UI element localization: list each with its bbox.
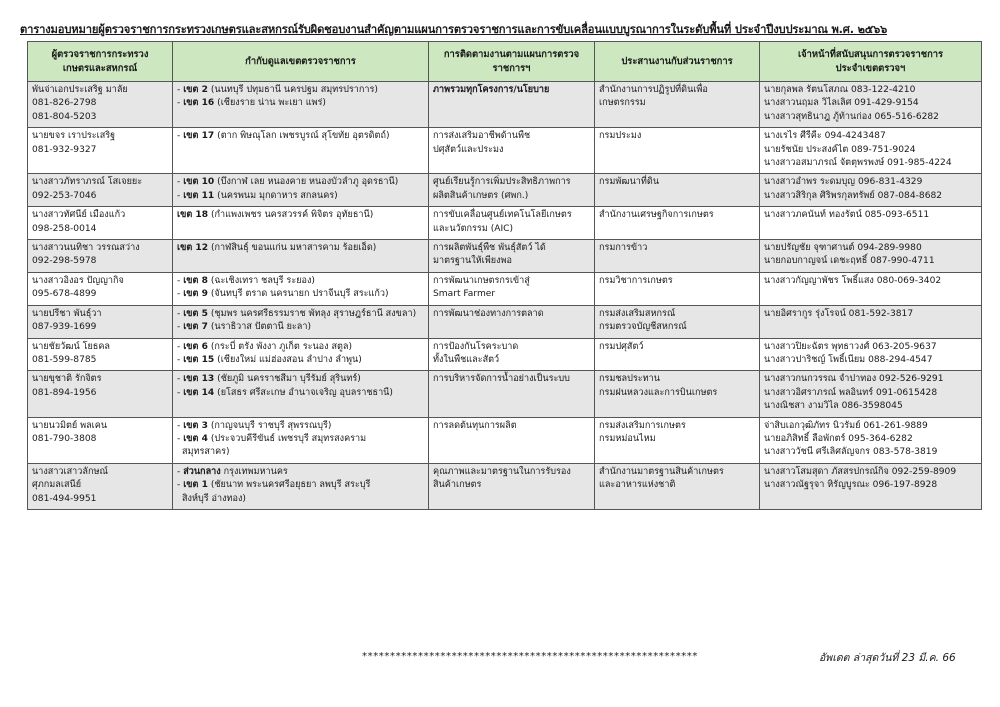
coordination-cell-line: กรมตรวจบัญชีสหกรณ์ (599, 322, 687, 333)
zone-bullet: - (177, 190, 184, 201)
zone-bullet: - (177, 289, 184, 300)
zone-bullet: - (177, 480, 184, 491)
plan-cell-line: การผลิตพันธุ์พืช พันธุ์สัตว์ ได้ (433, 243, 546, 254)
header-line: ประจำเขตตรวจฯ (835, 62, 906, 74)
zone-provinces: (นครพนม มุกดาหาร สกลนคร) (214, 190, 338, 201)
support-staff-cell-line: นางสาวสุทธินาฎ ภู้ท้านก่อง 065-516-6282 (764, 111, 939, 122)
support-staff-cell-line: นางสาวนฤมล วิไลเลิศ 091-429-9154 (764, 98, 919, 109)
support-staff-cell-line: นางสาวปิยะฉัตร พุทธาวงศ์ 063-205-9637 (764, 341, 937, 352)
support-staff-cell (760, 463, 982, 509)
zone-line (177, 84, 424, 97)
inspector-cell-line: 081-599-8785 (32, 354, 97, 365)
zone-bullet: - (177, 308, 184, 319)
support-staff-cell-line: นางสาวณัฐรุจา หิรัญบูรณะ 096-197-8928 (764, 480, 938, 491)
coordination-cell (595, 272, 760, 305)
plan-cell (429, 128, 595, 174)
inspector-cell-line: 081-932-9327 (32, 144, 97, 155)
plan-cell (429, 207, 595, 240)
support-staff-cell-line: นางสาวปาริชญ์ โพธิ์เนียม 088-294-4547 (764, 354, 933, 365)
table-body (28, 82, 982, 510)
header-line: การติดตามงานตามแผนการตรวจ (443, 49, 580, 61)
inspector-cell-line: นางสาวทัศนีย์ เมืองแก้ว (32, 210, 126, 221)
plan-cell-line: ผลิตสินค้าเกษตร (ศพก.) (433, 190, 529, 201)
coordination-cell (595, 240, 760, 273)
support-staff-cell (760, 128, 982, 174)
plan-cell-line: การขับเคลื่อนศูนย์เทคโนโลยีเกษตร (433, 210, 572, 221)
inspector-cell-line: นายปรีชา พันธุ์วา (32, 308, 102, 319)
zone-name: เขต 2 (183, 85, 208, 95)
coordination-cell-line: กรมส่งเสริมสหกรณ์ (599, 308, 676, 319)
support-staff-cell (760, 417, 982, 463)
support-staff-cell-line: นางสาวภคนันท์ ทองรัตน์ 085-093-6511 (764, 210, 930, 221)
support-staff-cell-line: นางสาววัชนี ศรีเลิศลัญจกร 083-578-3819 (764, 447, 938, 458)
coordination-cell-line: กรมส่งเสริมการเกษตร (599, 420, 686, 431)
support-staff-cell (760, 240, 982, 273)
support-staff-cell (760, 207, 982, 240)
plan-cell (429, 240, 595, 273)
zone-name: เขต 7 (183, 322, 208, 333)
zone-line (177, 288, 424, 301)
zone-provinces: (ยโสธร ศรีสะเกษ อำนาจเจริญ อุบลราชธานี) (214, 387, 393, 398)
zone-name: เขต 17 (183, 131, 215, 142)
zone-name: เขต 8 (183, 275, 208, 286)
table-row (28, 174, 982, 207)
plan-cell-line: การลดต้นทุนการผลิต (433, 420, 517, 431)
zone-name: เขต 3 (183, 420, 208, 431)
inspector-cell (28, 305, 173, 338)
support-staff-cell-line: นางณิชสา งามวิไล 086-3598045 (764, 401, 903, 412)
zone-name: เขต 9 (183, 289, 208, 300)
coordination-cell (595, 174, 760, 207)
inspector-cell-line: 081-894-1956 (32, 387, 97, 398)
inspector-cell (28, 463, 173, 509)
inspector-cell (28, 272, 173, 305)
zone-bullet: - (177, 98, 184, 109)
support-staff-cell (760, 305, 982, 338)
document-title: ตารางมอบหมายผู้ตรวจราชการกระทรวงเกษตรและสหกรณ์รับผิดชอบงานสำคัญตามแผนการตรวจราชการและการขับเคลื่อนแบบบูรณาการในระดับพื้นที่ ประจำปีงบประมาณ พ.ศ. ๒๕๖๖ (20, 23, 888, 36)
coordination-cell-line: กรมการข้าว (599, 243, 648, 254)
inspector-cell (28, 207, 173, 240)
inspector-cell-line: 095-678-4899 (32, 289, 97, 300)
zone-provinces: สมุทรสาคร) (182, 447, 230, 458)
plan-cell (429, 371, 595, 417)
zones-cell (173, 371, 429, 417)
table-row (28, 338, 982, 371)
zone-bullet: - (177, 275, 184, 286)
coordination-cell-line: สำนักงานมาตรฐานสินค้าเกษตร (599, 466, 724, 477)
zone-name: เขต 18 (177, 210, 209, 221)
inspector-cell-line: นางสาวเสาวลักษณ์ (32, 466, 108, 477)
zones-cell (173, 338, 429, 371)
table-row (28, 305, 982, 338)
coordination-cell-line: กรมชลประทาน (599, 374, 660, 385)
plan-cell-line: การส่งเสริมอาชีพด้านพืช (433, 131, 531, 142)
plan-cell (429, 305, 595, 338)
zone-name: เขต 5 (183, 308, 208, 319)
table-row (28, 207, 982, 240)
zone-name: ส่วนกลาง (183, 466, 221, 477)
zone-name: เขต 10 (183, 177, 215, 188)
zones-cell (173, 82, 429, 128)
zone-bullet: - (177, 341, 184, 352)
coordination-cell (595, 463, 760, 509)
zone-line (177, 493, 424, 506)
header-line: เกษตรและสหกรณ์ (62, 62, 138, 74)
support-staff-cell-line: นางเรไร ศีรีคีะ 094-4243487 (764, 131, 886, 142)
support-staff-cell (760, 371, 982, 417)
plan-cell-line: ปศุสัตว์และประมง (433, 144, 504, 155)
zone-name: เขต 4 (183, 433, 208, 444)
zone-bullet: - (177, 433, 184, 444)
zone-name: เขต 14 (183, 387, 215, 398)
inspector-cell-line: ศุภกมลเสนีย์ (32, 480, 82, 491)
inspector-cell (28, 338, 173, 371)
inspector-cell (28, 417, 173, 463)
zone-provinces: (กำแพงเพชร นครสวรรค์ พิจิตร อุทัยธานี) (208, 210, 374, 221)
zone-provinces: (กระบี่ ตรัง พังงา ภูเก็ต ระนอง สตูล) (207, 341, 353, 352)
plan-cell (429, 417, 595, 463)
table-row (28, 417, 982, 463)
zone-line (177, 446, 424, 459)
inspector-cell-line: นายขจร เราประเสริฐ (32, 131, 116, 142)
plan-cell (429, 82, 595, 128)
zone-bullet: - (177, 85, 184, 95)
inspector-cell (28, 82, 173, 128)
plan-cell-line: Smart Farmer (433, 289, 496, 300)
zone-bullet: - (177, 354, 184, 365)
assignment-table (27, 41, 982, 510)
update-note: อัพเดต ล่าสุดวันที่ 23 มี.ค. 66 (819, 652, 956, 664)
zone-provinces: (ประจวบคีรีขันธ์ เพชรบุรี สมุทรสงคราม (207, 433, 367, 444)
header-coordination (595, 42, 760, 82)
inspector-cell-line: 081-804-5203 (32, 111, 97, 122)
zone-provinces: กรุงเทพมหานคร (220, 466, 288, 477)
zone-line (177, 373, 424, 386)
inspector-cell-line: 092-298-5978 (32, 256, 97, 267)
zone-name: เขต 1 (183, 480, 208, 491)
inspector-cell-line: 081-826-2798 (32, 98, 97, 109)
table-header-row (28, 42, 982, 82)
header-line: กำกับดูแลเขตตรวจราชการ (245, 55, 356, 67)
coordination-cell-line: กรมพัฒนาที่ดิน (599, 177, 660, 188)
zone-line (177, 321, 424, 334)
zone-bullet: - (177, 131, 184, 142)
header-zones (173, 42, 429, 82)
coordination-cell (595, 128, 760, 174)
inspector-cell-line: 081-790-3808 (32, 433, 97, 444)
coordination-cell (595, 417, 760, 463)
plan-cell (429, 338, 595, 371)
inspector-cell (28, 240, 173, 273)
zone-bullet: - (177, 374, 184, 385)
zone-provinces: (เชียงราย น่าน พะเยา แพร่) (214, 98, 326, 109)
plan-cell-line: มาตรฐานให้เพียงพอ (433, 256, 512, 267)
coordination-cell-line: กรมปศุสัตว์ (599, 341, 644, 352)
zone-provinces: (กาญจนบุรี ราชบุรี สุพรรณบุรี) (207, 420, 332, 431)
coordination-cell-line: กรมฝนหลวงและการบินเกษตร (599, 387, 718, 398)
zone-provinces: (ฉะเชิงเทรา ชลบุรี ระยอง) (207, 275, 315, 286)
zone-line (177, 308, 424, 321)
coordination-cell (595, 338, 760, 371)
table-row (28, 463, 982, 509)
inspector-cell-line: นางสาวภัทราภรณ์ โสเจยยะ (32, 177, 143, 188)
plan-cell-line: การพัฒนาช่องทางการตลาด (433, 308, 544, 319)
support-staff-cell-line: นายอิศรากูร รุ่งโรจน์ 081-592-3817 (764, 308, 914, 319)
plan-cell-line: คุณภาพและมาตรฐานในการรับรอง (433, 466, 571, 477)
zone-bullet: - (177, 387, 184, 398)
plan-cell (429, 463, 595, 509)
support-staff-cell-line: นางสาวโสมสุดา ภัสสรปกรณ์กิจ 092-259-8909 (764, 466, 957, 477)
table-row (28, 371, 982, 417)
zone-line (177, 176, 424, 189)
inspector-cell-line: นางสาวนนทิชา วรรณสว่าง (32, 243, 140, 254)
plan-cell-line: ภาพรวมทุกโครงการ/นโยบาย (433, 85, 550, 95)
coordination-cell (595, 305, 760, 338)
table-row (28, 240, 982, 273)
coordination-cell (595, 82, 760, 128)
header-support-staff (760, 42, 982, 82)
header-plan (429, 42, 595, 82)
zone-name: เขต 16 (183, 98, 215, 109)
zone-bullet: - (177, 420, 184, 431)
plan-cell-line: การพัฒนาเกษตรกรเข้าสู่ (433, 275, 530, 286)
support-staff-cell (760, 272, 982, 305)
support-staff-cell-line: นางสาวอสมาภรณ์ จัตตุพรพงษ์ 091-985-4224 (764, 158, 952, 169)
zone-line (177, 209, 424, 222)
zone-name: เขต 6 (183, 341, 208, 352)
coordination-cell-line: สำนักงานการปฏิรูปที่ดินเพื่อ (599, 85, 708, 95)
zone-name: เขต 12 (177, 243, 209, 254)
inspector-cell-line: 092-253-7046 (32, 190, 97, 201)
zone-name: เขต 15 (183, 354, 215, 365)
support-staff-cell-line: นายรัชนัย ประสงค์ไต 089-751-9024 (764, 144, 916, 155)
coordination-cell-line: สำนักงานเศรษฐกิจการเกษตร (599, 210, 714, 221)
coordination-cell-line: กรมวิชาการเกษตร (599, 275, 673, 286)
header-line: เจ้าหน้าที่สนับสนุนการตรวจราชการ (797, 49, 944, 61)
zone-provinces: (เชียงใหม่ แม่ฮ่องสอน ลำปาง ลำพูน) (214, 354, 362, 365)
table-row (28, 82, 982, 128)
zone-line (177, 97, 424, 110)
inspector-cell-line: 081-494-9951 (32, 493, 97, 504)
zone-provinces: (จันทบุรี ตราด นครนายก ปราจีนบุรี สระแก้ว) (207, 289, 389, 300)
coordination-cell (595, 207, 760, 240)
support-staff-cell-line: นางสาวสิริกุล ศิริพรกุลทรัพย์ 087-084-8682 (764, 190, 943, 201)
zone-provinces: (นราธิวาส ปัตตานี ยะลา) (207, 322, 312, 333)
inspector-cell-line: นางสาวอิงอร ปัญญากิจ (32, 275, 124, 286)
separator-stars: ************************************************************ (362, 651, 698, 662)
plan-cell-line: และนวัตกรรม (AIC) (433, 223, 514, 234)
zone-line (177, 190, 424, 203)
zone-name: เขต 11 (183, 190, 215, 201)
zone-line (177, 479, 424, 492)
zone-provinces: (บึงกาฬ เลย หนองคาย หนองบัวลำภู อุดรธานี) (214, 177, 399, 188)
header-line: ราชการฯ (492, 62, 531, 74)
inspector-cell (28, 174, 173, 207)
zone-line (177, 130, 424, 143)
zones-cell (173, 240, 429, 273)
coordination-cell (595, 371, 760, 417)
coordination-cell-line: กรมหม่อนไหม (599, 433, 656, 444)
inspector-cell-line: พันจ่าเอกประเสริฐ มาลัย (32, 85, 128, 95)
zones-cell (173, 305, 429, 338)
support-staff-cell (760, 338, 982, 371)
inspector-cell-line: 098-258-0014 (32, 223, 97, 234)
table-row (28, 272, 982, 305)
zone-provinces: (ชัยภูมิ นครราชสีมา บุรีรัมย์ สุรินทร์) (214, 374, 361, 385)
support-staff-cell-line: นางสาวกนกวรรณ จำปาทอง 092-526-9291 (764, 374, 944, 385)
plan-cell (429, 272, 595, 305)
zones-cell (173, 463, 429, 509)
zone-provinces: (ตาก พิษณุโลก เพชรบูรณ์ สุโขทัย อุตรดิตถ์) (214, 131, 390, 142)
support-staff-cell-line: นายกอบกาญจน์ เดชะฤทธิ์ 087-990-4711 (764, 256, 935, 267)
zones-cell (173, 272, 429, 305)
plan-cell-line: ทั้งในพืชและสัตว์ (433, 354, 500, 365)
support-staff-cell-line: นางสาวอิศราภรณ์ พลอินทร์ 091-0615428 (764, 387, 938, 398)
zone-provinces: (นนทบุรี ปทุมธานี นครปฐม สมุทรปราการ) (207, 85, 378, 95)
plan-cell-line: การบริหารจัดการน้ำอย่างเป็นระบบ (433, 374, 570, 385)
zones-cell (173, 207, 429, 240)
table-row (28, 128, 982, 174)
plan-cell-line: ศูนย์เรียนรู้การเพิ่มประสิทธิภาพการ (433, 177, 571, 188)
zones-cell (173, 128, 429, 174)
header-line: ผู้ตรวจราชการกระทรวง (51, 49, 149, 61)
plan-cell-line: การป้องกันโรคระบาด (433, 341, 519, 352)
support-staff-cell (760, 82, 982, 128)
support-staff-cell-line: จ่าสิบเอกวุฒิภัทร นิวรัมย์ 061-261-9889 (764, 420, 928, 431)
zone-bullet: - (177, 466, 184, 477)
zone-line (177, 354, 424, 367)
zone-line (177, 242, 424, 255)
zone-bullet: - (177, 177, 184, 188)
zone-line (177, 433, 424, 446)
zone-name: เขต 13 (183, 374, 215, 385)
zones-cell (173, 417, 429, 463)
zone-provinces: (กาฬสินธุ์ ขอนแก่น มหาสารคาม ร้อยเอ็ด) (208, 243, 377, 254)
support-staff-cell-line: นายกุลพล รัตนโสภณ 083-122-4210 (764, 85, 916, 95)
coordination-cell-line: และอาหารแห่งชาติ (599, 480, 676, 491)
inspector-cell-line: นายขุชาติ รักจิตร (32, 374, 102, 385)
inspector-cell-line: 087-939-1699 (32, 322, 97, 333)
zone-line (177, 387, 424, 400)
zone-provinces: (ชัยนาท พระนครศรีอยุธยา ลพบุรี สระบุรี (207, 480, 371, 491)
zone-line (177, 275, 424, 288)
zone-provinces: (ชุมพร นครศรีธรรมราช พัทลุง สุราษฎร์ธานี สงขลา) (207, 308, 417, 319)
plan-cell (429, 174, 595, 207)
coordination-cell-line: เกษตรกรรม (599, 98, 646, 109)
inspector-cell (28, 128, 173, 174)
zone-line (177, 420, 424, 433)
support-staff-cell-line: นางสาวอำพร ระดมบุญ 096-831-4329 (764, 177, 923, 188)
zone-provinces: สิงห์บุรี อ่างทอง) (182, 493, 246, 504)
support-staff-cell-line: นายปรัญชัย จุฑาศานต์ 094-289-9980 (764, 243, 922, 254)
support-staff-cell-line: นางสาวกัญญาพัชร โพธิ์แสง 080-069-3402 (764, 275, 942, 286)
plan-cell-line: สินค้าเกษตร (433, 480, 482, 491)
header-line: ประสานงานกับส่วนราชการ (621, 55, 733, 67)
zone-line (177, 466, 424, 479)
inspector-cell (28, 371, 173, 417)
support-staff-cell (760, 174, 982, 207)
inspector-cell-line: นายนวมิตย์ พลเคน (32, 420, 108, 431)
zones-cell (173, 174, 429, 207)
inspector-cell-line: นายชัยวัฒน์ โยธคล (32, 341, 110, 352)
zone-bullet: - (177, 322, 184, 333)
coordination-cell-line: กรมประมง (599, 131, 642, 142)
zone-line (177, 341, 424, 354)
header-inspector (28, 42, 173, 82)
support-staff-cell-line: นายอภิสิทธิ์ ลือพักตร์ 095-364-6282 (764, 433, 913, 444)
